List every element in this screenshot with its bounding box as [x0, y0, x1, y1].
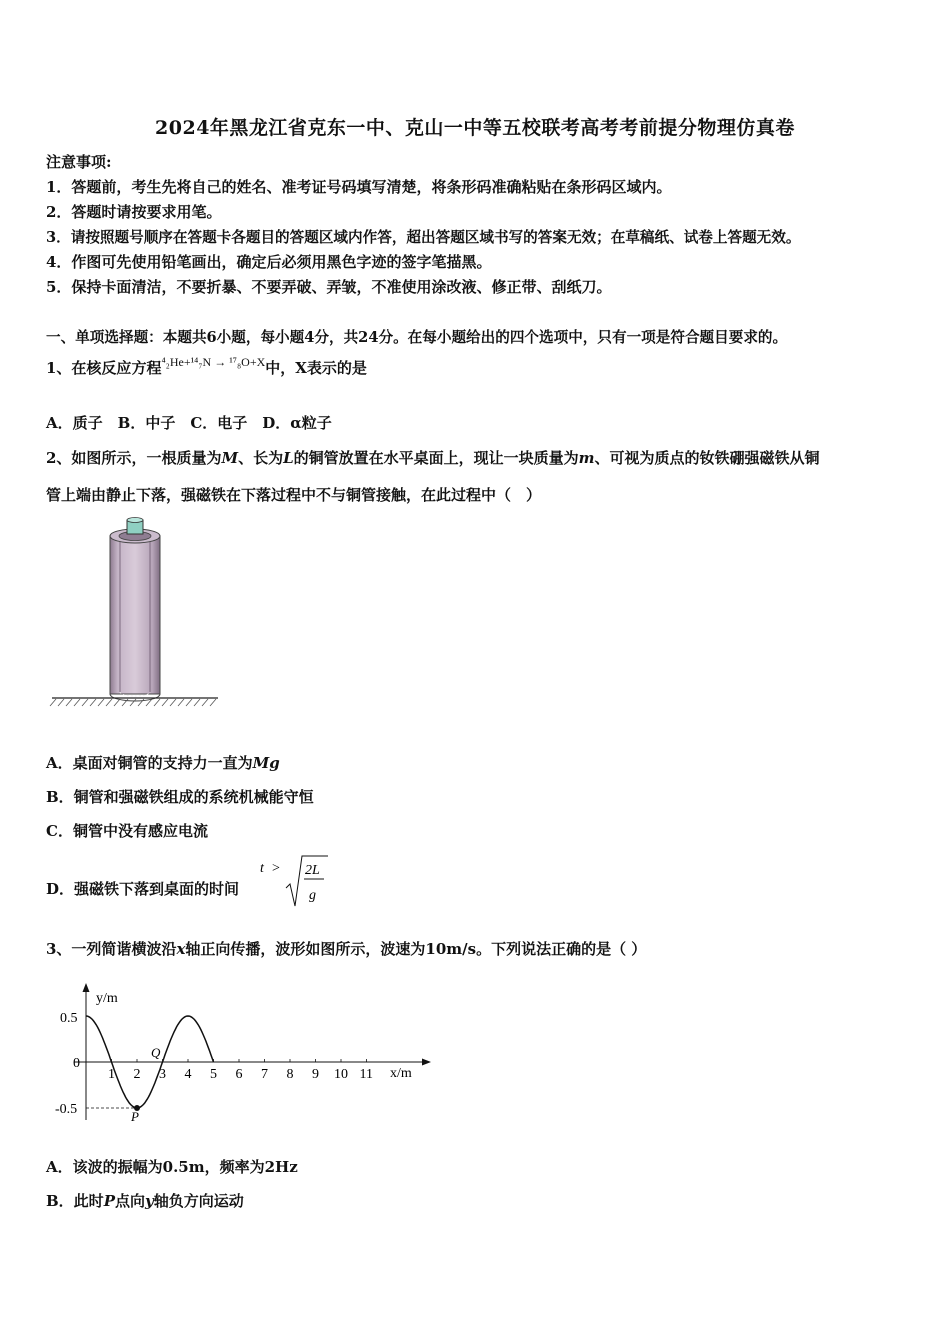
x-tick-label: 2	[133, 1067, 141, 1082]
hatch-mark	[130, 699, 136, 706]
x-tick-label: 8	[286, 1067, 294, 1082]
formula-numerator: 2L	[305, 863, 320, 878]
hatch-mark	[90, 699, 96, 706]
q3-option-b-text: 轴负方向运动	[153, 1192, 244, 1210]
q2-text: 的铜管放置在水平桌面上，现让一块质量为	[293, 449, 579, 467]
formula-t: t	[260, 861, 264, 876]
x-tick-label: 11	[359, 1067, 373, 1082]
q2-text: 、长为	[238, 449, 284, 467]
copper-tube	[110, 529, 160, 701]
hatch-mark	[154, 699, 160, 706]
hatch-mark	[170, 699, 176, 706]
x-axis-arrow	[422, 1059, 431, 1066]
page-title: 2024年黑龙江省克东一中、克山一中等五校联考高考考前提分物理仿真卷	[155, 117, 795, 139]
q1-suffix: 中，X表示的是	[265, 359, 367, 377]
nuclear-equation: ⁴₂He+¹⁴₇N → ¹⁷₈O+X	[161, 355, 266, 369]
y-tick-label: 0.5	[60, 1011, 78, 1026]
hatch-mark	[114, 699, 120, 706]
hatch-mark	[178, 699, 184, 706]
copper-tube-figure	[46, 512, 226, 717]
var-y: y	[144, 1192, 154, 1210]
q3-option-a: A．该波的振幅为0.5m，频率为2Hz	[46, 1158, 298, 1176]
question-2-stem-line1	[46, 447, 820, 468]
q2-option-b: B．铜管和强磁铁组成的系统机械能守恒	[46, 788, 314, 806]
var-Mg: Mg	[252, 754, 280, 772]
q2-option-a-text: A．桌面对铜管的支持力一直为	[46, 754, 253, 772]
point-Q-label: Q	[151, 1045, 161, 1060]
question-3-stem	[46, 938, 646, 959]
q3-option-b-text: 点向	[114, 1192, 145, 1210]
notice-heading: 注意事项:	[46, 153, 112, 171]
notice-item: 2．答题时请按要求用笔。	[46, 203, 222, 221]
notice-item: 1．答题前，考生先将自己的姓名、准考证号码填写清楚，将条形码准确粘贴在条形码区域内。	[46, 178, 672, 196]
q2-option-d: D．强磁铁下落到桌面的时间	[46, 880, 240, 898]
q3-option-b	[46, 1190, 244, 1211]
hatch-mark	[50, 699, 56, 706]
x-tick-label: 1	[108, 1067, 115, 1082]
var-M: M	[221, 449, 239, 467]
question-1-stem	[46, 357, 367, 378]
x-tick-label: 7	[261, 1067, 268, 1082]
y-tick-label: -0.5	[55, 1102, 78, 1117]
var-L: L	[283, 449, 294, 467]
hatch-mark	[186, 699, 192, 706]
x-tick-label: 10	[334, 1067, 348, 1082]
x-tick-label: 5	[210, 1067, 217, 1082]
hatch-mark	[138, 699, 144, 706]
hatch-mark	[98, 699, 104, 706]
notice-item: 4．作图可先使用铅笔画出，确定后必须用黑色字迹的签字笔描黑。	[46, 253, 492, 271]
hatch-mark	[74, 699, 80, 706]
q2-option-c: C．铜管中没有感应电流	[46, 822, 208, 840]
y-tick-label: 0	[73, 1056, 80, 1071]
q2-text: 、可视为质点的钕铁硼强磁铁从铜	[594, 449, 820, 467]
x-tick-label: 9	[312, 1067, 319, 1082]
hatch-mark	[202, 699, 208, 706]
q3-text: 轴正向传播，波形如图所示，波速为10m/s。下列说法正确的是（ ）	[185, 940, 647, 958]
magnet	[127, 518, 143, 535]
x-tick-label: 3	[159, 1067, 166, 1082]
wave-graph	[46, 980, 436, 1128]
hatch-mark	[162, 699, 168, 706]
q2-text: 2、如图所示，一根质量为	[46, 449, 222, 467]
point-P-label: P	[131, 1109, 139, 1124]
x-tick-label: 6	[235, 1067, 243, 1082]
notice-item: 3．请按照题号顺序在答题卡各题目的答题区域内作答，超出答题区域书写的答案无效；在草稿纸、试卷上答题无效。	[46, 229, 801, 246]
var-m: m	[578, 449, 595, 467]
hatch-mark	[194, 699, 200, 706]
question-2-stem-line2: 管上端由静止下落，强磁铁在下落过程中不与铜管接触，在此过程中（ ）	[46, 486, 542, 504]
q3-text: 3、一列简谐横波沿	[46, 940, 177, 958]
hatch-mark	[210, 699, 216, 706]
formula-gt: >	[272, 861, 280, 876]
y-axis-label: y/m	[96, 991, 118, 1006]
q1-prefix: 1、在核反应方程	[46, 359, 162, 377]
var-P: P	[103, 1192, 115, 1210]
var-x: x	[176, 940, 186, 958]
x-tick-label: 4	[184, 1067, 192, 1082]
table-surface	[50, 698, 218, 706]
x-axis-label: x/m	[390, 1066, 412, 1081]
hatch-mark	[66, 699, 72, 706]
q3-option-b-text: B．此时	[46, 1192, 104, 1210]
hatch-mark	[58, 699, 64, 706]
time-inequality-formula	[258, 852, 330, 910]
q2-option-a	[46, 752, 280, 773]
y-axis-arrow	[83, 983, 90, 992]
formula-denominator: g	[309, 888, 316, 903]
hatch-mark	[106, 699, 112, 706]
question-1-options: A．质子 B．中子 C．电子 D．α粒子	[46, 414, 332, 432]
notice-item: 5．保持卡面清洁，不要折暴、不要弄破、弄皱，不准使用涂改液、修正带、刮纸刀。	[46, 278, 612, 296]
section-heading: 一、单项选择题：本题共6小题，每小题4分，共24分。在每小题给出的四个选项中，只有一项是符合题目要求的。	[46, 329, 788, 346]
hatch-mark	[82, 699, 88, 706]
